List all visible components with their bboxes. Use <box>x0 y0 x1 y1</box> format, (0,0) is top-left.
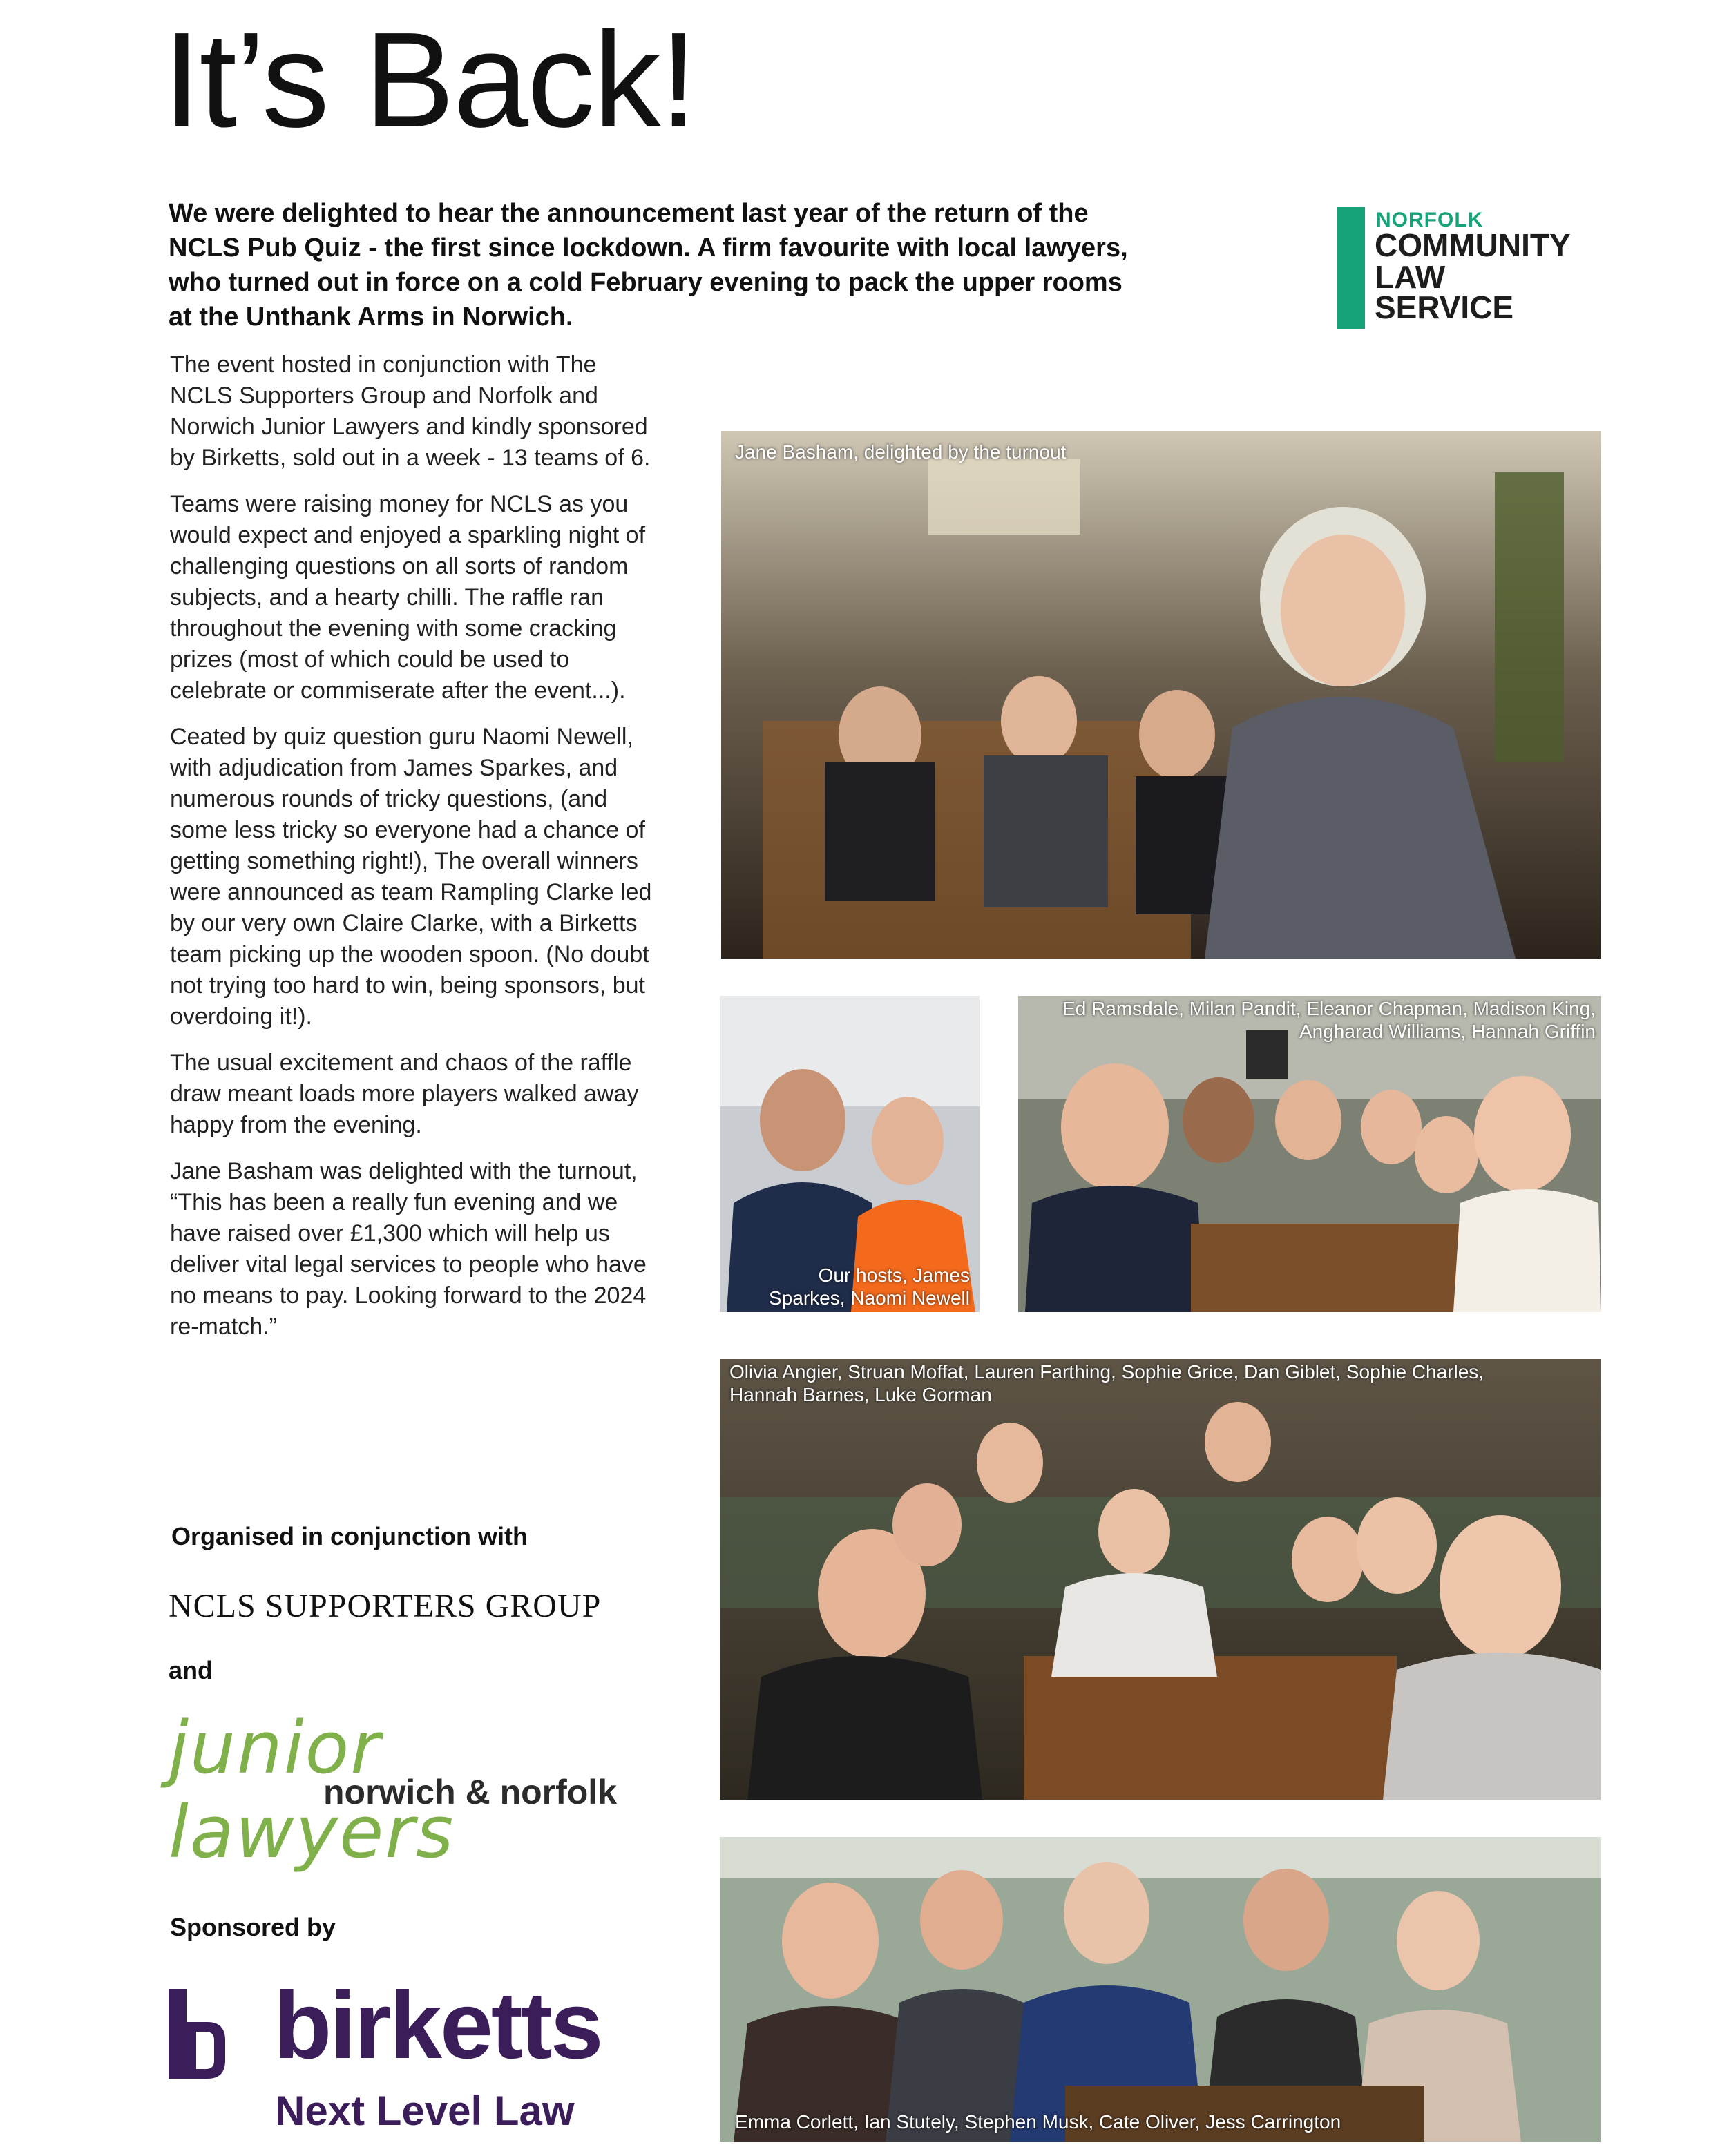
article-body <box>170 349 653 1358</box>
photo-group-eight <box>720 1359 1601 1800</box>
photo-caption <box>1062 997 1596 1043</box>
photo-caption: Emma Corlett, Ian Stutely, Stephen Musk, Cate Oliver, Jess Carrington <box>735 2111 1341 2133</box>
body-paragraph: The event hosted in conjunction with The NCLS Supporters Group and Norfolk and Norwich Junior Lawyers and kindly sponsored by Birketts, sold out in a week - 13 teams of 6. <box>170 352 651 471</box>
photo-group-five <box>720 1837 1601 2142</box>
organised-heading: Organised in conjunction with <box>171 1522 528 1550</box>
logo-line-law: LAW <box>1375 259 1446 295</box>
birketts-logo <box>169 1972 652 2148</box>
logo-line-community: COMMUNITY <box>1375 227 1571 263</box>
photo-jane-basham <box>721 431 1601 959</box>
birketts-wordmark: birketts <box>274 1972 602 2079</box>
caption-line: Hannah Barnes, Luke Gorman <box>729 1384 992 1405</box>
caption-line: Olivia Angier, Struan Moffat, Lauren Farthing, Sophie Grice, Dan Giblet, Sophie Charles, <box>729 1361 1484 1383</box>
photo-hosts <box>720 996 980 1312</box>
page-title: It’s Back! <box>163 4 696 155</box>
junior-lawyers-subline: norwich & norfolk <box>323 1773 617 1811</box>
and-label: and <box>169 1656 213 1684</box>
logo-line-norfolk: NORFOLK <box>1376 209 1484 231</box>
photo-caption <box>769 1264 970 1309</box>
supporters-group-logo: NCLS SUPPORTERS GROUP <box>169 1588 602 1624</box>
group-image <box>720 1359 1601 1800</box>
intro-paragraph <box>169 196 1136 334</box>
body-paragraph: Teams were raising money for NCLS as you would expect and enjoyed a sparkling night of challenging questions on all sorts of random subjects, and a hearty chilli. The raffle ran throughout the evening with some cracking prizes (most of which could be used to celebrate or commiserate after the event...). <box>170 491 646 704</box>
group-image <box>1018 996 1601 1312</box>
body-paragraph: Ceated by quiz question guru Naomi Newell, with adjudication from James Sparkes, and numerous rounds of tricky questions, (and some less tricky so everyone had a chance of getting something right!), The overall winners were announced as team Rampling Clarke led by our very own Claire Clarke, with a Birketts team picking up the wooden spoon. (No doubt not trying too hard to win, being sponsors, but overdoing it!). <box>170 724 652 1030</box>
logo-green-bar <box>1337 207 1365 329</box>
body-paragraph: The usual excitement and chaos of the raffle draw meant loads more players walked away happy from the evening. <box>170 1050 639 1138</box>
photo-caption <box>729 1360 1484 1406</box>
caption-line: Our hosts, James <box>818 1264 970 1286</box>
logo-line-service: SERVICE <box>1375 289 1514 325</box>
body-paragraph: Jane Basham was delighted with the turnout, “This has been a really fun evening and we have raised over £1,300 which will help us deliver vital legal services to people who have no means to pay. Looking forward to the 2024 re-match.” <box>170 1158 647 1340</box>
birketts-tagline: Next Level Law <box>275 2088 575 2134</box>
junior-lawyers-wordmark: junior lawyers <box>169 1706 455 1874</box>
group-image <box>720 1837 1601 2142</box>
pub-scene-image <box>721 431 1601 959</box>
intro-text: We were delighted to hear the announcement last year of the return of the NCLS Pub Quiz - the first since lockdown. A firm favourite with local lawyers, who turned out in force on a cold February evening to pack the upper rooms at the Unthank Arms in Norwich. <box>169 199 1128 331</box>
caption-line: Ed Ramsdale, Milan Pandit, Eleanor Chapman, Madison King, <box>1062 998 1596 1019</box>
photo-caption: Jane Basham, delighted by the turnout <box>735 441 1067 463</box>
birketts-mark-icon <box>169 1989 225 2079</box>
sponsored-label: Sponsored by <box>170 1913 336 1941</box>
ncls-logo <box>1337 207 1614 329</box>
caption-line: Angharad Williams, Hannah Griffin <box>1299 1021 1596 1042</box>
photo-group-six <box>1018 996 1601 1312</box>
caption-line: Sparkes, Naomi Newell <box>769 1287 970 1309</box>
junior-lawyers-logo <box>169 1706 638 1874</box>
